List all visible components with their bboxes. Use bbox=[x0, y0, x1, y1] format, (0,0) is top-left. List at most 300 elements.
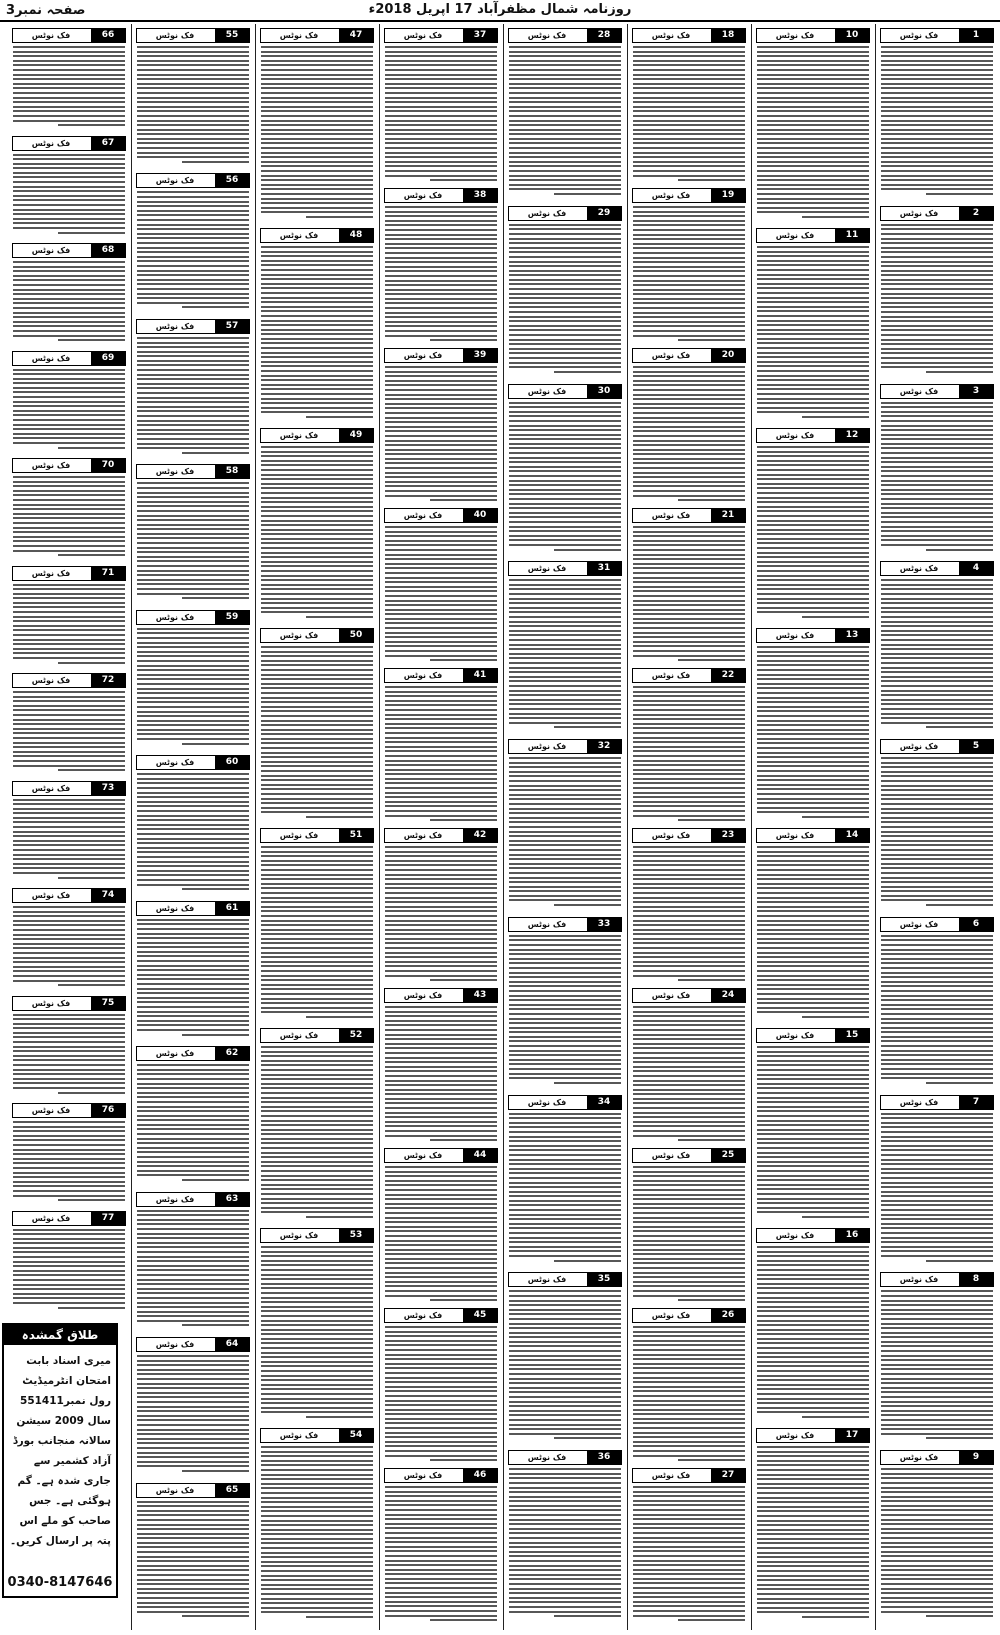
text-line bbox=[137, 279, 249, 281]
text-line bbox=[385, 1011, 497, 1013]
text-line bbox=[385, 947, 497, 949]
text-line bbox=[757, 1329, 869, 1331]
text-line bbox=[633, 238, 745, 240]
notice-text bbox=[137, 191, 249, 308]
text-line bbox=[633, 366, 745, 368]
text-line bbox=[137, 260, 249, 262]
notice-title: فک نوٹس bbox=[31, 31, 71, 40]
text-line bbox=[757, 1487, 869, 1489]
text-line bbox=[137, 733, 249, 735]
text-line bbox=[385, 421, 497, 423]
text-line bbox=[137, 1501, 249, 1503]
text-line bbox=[137, 74, 249, 76]
text-line bbox=[509, 1433, 621, 1435]
text-line bbox=[137, 738, 249, 740]
text-line bbox=[509, 685, 621, 687]
text-line bbox=[633, 270, 745, 272]
text-line bbox=[757, 492, 869, 494]
text-line bbox=[13, 401, 125, 403]
text-line bbox=[633, 851, 745, 853]
text-line bbox=[13, 867, 125, 869]
classified-notice bbox=[134, 1333, 252, 1478]
text-line bbox=[881, 46, 993, 48]
text-line bbox=[509, 667, 621, 669]
text-line bbox=[757, 1255, 869, 1257]
text-line bbox=[633, 165, 745, 167]
text-line bbox=[137, 438, 249, 440]
text-line bbox=[261, 593, 373, 595]
notice-title: فک نوٹس bbox=[527, 31, 567, 40]
text-line bbox=[757, 579, 869, 581]
text-line bbox=[137, 101, 249, 103]
text-line bbox=[137, 1519, 249, 1521]
text-line bbox=[633, 714, 745, 716]
text-line bbox=[261, 729, 373, 731]
text-line bbox=[757, 1083, 869, 1085]
text-line bbox=[137, 1442, 249, 1444]
text-line bbox=[261, 451, 373, 453]
text-line bbox=[881, 999, 993, 1001]
classified-notice bbox=[754, 624, 872, 824]
text-line bbox=[261, 1324, 373, 1326]
text-line bbox=[881, 972, 993, 974]
text-line bbox=[13, 120, 125, 122]
text-line bbox=[509, 120, 621, 122]
text-line bbox=[13, 115, 125, 117]
text-line bbox=[13, 915, 125, 917]
text-line bbox=[633, 412, 745, 414]
text-line bbox=[261, 878, 373, 880]
classified-notice bbox=[382, 344, 500, 504]
text-line bbox=[757, 915, 869, 917]
text-line bbox=[881, 854, 993, 856]
text-line bbox=[137, 1297, 249, 1299]
text-line bbox=[881, 1168, 993, 1170]
text-line bbox=[385, 887, 497, 889]
text-line bbox=[13, 279, 125, 281]
text-line bbox=[385, 577, 497, 579]
text-line bbox=[137, 1528, 249, 1530]
text-line bbox=[58, 984, 125, 986]
text-line bbox=[633, 1596, 745, 1598]
text-line bbox=[757, 1474, 869, 1476]
text-line bbox=[881, 886, 993, 888]
text-line bbox=[261, 1264, 373, 1266]
text-line bbox=[881, 1514, 993, 1516]
text-line bbox=[58, 769, 125, 771]
text-line bbox=[633, 572, 745, 574]
text-line bbox=[509, 1008, 621, 1010]
text-line bbox=[881, 1592, 993, 1594]
notice-header bbox=[12, 458, 126, 473]
text-line bbox=[13, 1242, 125, 1244]
text-line bbox=[633, 371, 745, 373]
text-line bbox=[678, 179, 745, 181]
text-line bbox=[509, 429, 621, 431]
text-line bbox=[13, 527, 125, 529]
text-line bbox=[757, 1069, 869, 1071]
text-line bbox=[385, 1514, 497, 1516]
text-line bbox=[261, 864, 373, 866]
text-line bbox=[261, 106, 373, 108]
notice-header bbox=[880, 1095, 994, 1110]
text-line bbox=[385, 142, 497, 144]
text-line bbox=[757, 1007, 869, 1009]
text-line bbox=[633, 69, 745, 71]
text-line bbox=[509, 179, 621, 181]
text-line bbox=[509, 817, 621, 819]
text-line bbox=[757, 1455, 869, 1457]
classified-notice bbox=[506, 735, 624, 913]
text-line bbox=[261, 947, 373, 949]
text-line bbox=[509, 1500, 621, 1502]
text-line bbox=[633, 526, 745, 528]
notice-text bbox=[385, 686, 497, 821]
text-line bbox=[509, 1209, 621, 1211]
text-line bbox=[509, 607, 621, 609]
text-line bbox=[509, 101, 621, 103]
text-line bbox=[633, 929, 745, 931]
text-line bbox=[757, 947, 869, 949]
text-line bbox=[13, 1265, 125, 1267]
notice-number: 60 bbox=[215, 756, 249, 769]
text-line bbox=[881, 92, 993, 94]
text-line bbox=[261, 1287, 373, 1289]
text-line bbox=[385, 1587, 497, 1589]
lost-notice-box bbox=[2, 1323, 118, 1598]
text-line bbox=[509, 147, 621, 149]
text-line bbox=[881, 156, 993, 158]
text-line bbox=[385, 1098, 497, 1100]
text-line bbox=[633, 64, 745, 66]
text-line bbox=[13, 1130, 125, 1132]
text-line bbox=[13, 943, 125, 945]
text-line bbox=[261, 692, 373, 694]
classified-notice bbox=[134, 897, 252, 1042]
text-line bbox=[13, 696, 125, 698]
text-line bbox=[509, 306, 621, 308]
text-line bbox=[13, 728, 125, 730]
text-line bbox=[881, 671, 993, 673]
text-line bbox=[137, 1288, 249, 1290]
text-line bbox=[633, 215, 745, 217]
text-line bbox=[137, 724, 249, 726]
notice-title: فک نوٹس bbox=[155, 1485, 195, 1495]
text-line bbox=[757, 92, 869, 94]
text-line bbox=[137, 60, 249, 62]
classified-notice bbox=[258, 224, 376, 424]
text-line bbox=[13, 522, 125, 524]
text-line bbox=[385, 1034, 497, 1036]
text-line bbox=[633, 261, 745, 263]
classified-column bbox=[630, 24, 748, 1630]
text-line bbox=[261, 179, 373, 181]
text-line bbox=[261, 892, 373, 894]
text-line bbox=[633, 535, 745, 537]
text-line bbox=[633, 590, 745, 592]
text-line bbox=[509, 1355, 621, 1357]
text-line bbox=[881, 1237, 993, 1239]
text-line bbox=[509, 1186, 621, 1188]
text-line bbox=[137, 1611, 249, 1613]
text-line bbox=[385, 495, 497, 497]
text-line bbox=[385, 97, 497, 99]
text-line bbox=[509, 1237, 621, 1239]
text-line bbox=[509, 507, 621, 509]
text-line bbox=[261, 324, 373, 326]
text-line bbox=[137, 801, 249, 803]
text-line bbox=[633, 1560, 745, 1562]
text-line bbox=[137, 387, 249, 389]
text-line bbox=[261, 193, 373, 195]
notice-number: 23 bbox=[711, 829, 745, 842]
text-line bbox=[757, 869, 869, 871]
notice-title: فک نوٹس bbox=[403, 31, 443, 40]
text-line bbox=[509, 498, 621, 500]
text-line bbox=[261, 906, 373, 908]
notice-number: 37 bbox=[463, 29, 497, 42]
text-line bbox=[757, 588, 869, 590]
text-line bbox=[13, 840, 125, 842]
classified-notice bbox=[10, 884, 128, 992]
text-line bbox=[633, 1107, 745, 1109]
text-line bbox=[757, 1106, 869, 1108]
text-line bbox=[137, 642, 249, 644]
text-line bbox=[633, 920, 745, 922]
text-line bbox=[385, 175, 497, 177]
text-line bbox=[13, 190, 125, 192]
text-line bbox=[137, 210, 249, 212]
text-line bbox=[757, 1552, 869, 1554]
classified-notice bbox=[258, 824, 376, 1024]
text-line bbox=[881, 261, 993, 263]
text-line bbox=[881, 877, 993, 879]
text-line bbox=[509, 867, 621, 869]
text-line bbox=[881, 826, 993, 828]
text-line bbox=[633, 316, 745, 318]
text-line bbox=[633, 1377, 745, 1379]
text-line bbox=[137, 1364, 249, 1366]
text-line bbox=[261, 60, 373, 62]
text-line bbox=[881, 1551, 993, 1553]
text-line bbox=[137, 884, 249, 886]
text-line bbox=[633, 1285, 745, 1287]
text-line bbox=[509, 584, 621, 586]
text-line bbox=[881, 1191, 993, 1193]
text-line bbox=[385, 1253, 497, 1255]
text-line bbox=[633, 211, 745, 213]
text-line bbox=[757, 1497, 869, 1499]
text-line bbox=[509, 886, 621, 888]
text-line bbox=[509, 325, 621, 327]
text-line bbox=[757, 733, 869, 735]
notice-title: فک نوٹس bbox=[899, 31, 939, 40]
text-line bbox=[261, 1342, 373, 1344]
notice-text bbox=[757, 1046, 869, 1218]
text-line bbox=[881, 1532, 993, 1534]
text-line bbox=[261, 1598, 373, 1600]
text-line bbox=[633, 97, 745, 99]
text-line bbox=[385, 69, 497, 71]
text-line bbox=[385, 1102, 497, 1104]
text-line bbox=[757, 464, 869, 466]
text-line bbox=[509, 1364, 621, 1366]
text-line bbox=[137, 115, 249, 117]
text-line bbox=[261, 398, 373, 400]
text-line bbox=[137, 960, 249, 962]
notice-number: 19 bbox=[711, 189, 745, 202]
text-line bbox=[757, 370, 869, 372]
notice-title: فک نوٹس bbox=[31, 568, 71, 578]
text-line bbox=[13, 64, 125, 66]
text-line bbox=[881, 1204, 993, 1206]
text-line bbox=[137, 951, 249, 953]
notice-header bbox=[632, 668, 746, 683]
notice-title: فک نوٹس bbox=[31, 353, 71, 363]
text-line bbox=[757, 988, 869, 990]
notice-header bbox=[136, 901, 250, 916]
text-line bbox=[137, 1537, 249, 1539]
text-line bbox=[509, 1059, 621, 1061]
text-line bbox=[13, 1149, 125, 1151]
text-line bbox=[261, 497, 373, 499]
text-line bbox=[13, 966, 125, 968]
text-line bbox=[633, 910, 745, 912]
text-line bbox=[633, 1404, 745, 1406]
text-line bbox=[385, 156, 497, 158]
text-line bbox=[881, 867, 993, 869]
classified-notice bbox=[382, 184, 500, 344]
text-line bbox=[137, 1406, 249, 1408]
text-line bbox=[509, 238, 621, 240]
text-line bbox=[385, 1043, 497, 1045]
classified-column bbox=[382, 24, 500, 1630]
text-line bbox=[137, 1514, 249, 1516]
text-line bbox=[509, 74, 621, 76]
text-line bbox=[509, 1117, 621, 1119]
text-line bbox=[757, 1388, 869, 1390]
notice-title: فک نوٹس bbox=[775, 231, 815, 240]
text-line bbox=[757, 1570, 869, 1572]
text-line bbox=[385, 1175, 497, 1177]
text-line bbox=[261, 1365, 373, 1367]
text-line bbox=[509, 1232, 621, 1234]
text-line bbox=[137, 796, 249, 798]
text-line bbox=[261, 1315, 373, 1317]
text-line bbox=[13, 261, 125, 263]
text-line bbox=[137, 1292, 249, 1294]
text-line bbox=[509, 452, 621, 454]
notice-number: 28 bbox=[587, 29, 621, 42]
notice-text bbox=[13, 261, 125, 341]
text-line bbox=[385, 1093, 497, 1095]
text-line bbox=[385, 120, 497, 122]
text-line bbox=[137, 147, 249, 149]
text-line bbox=[757, 993, 869, 995]
text-line bbox=[757, 729, 869, 731]
text-line bbox=[385, 1541, 497, 1543]
text-line bbox=[385, 645, 497, 647]
text-line bbox=[802, 616, 869, 618]
text-line bbox=[385, 1432, 497, 1434]
text-line bbox=[385, 869, 497, 871]
notice-header bbox=[384, 828, 498, 843]
notice-header bbox=[384, 188, 498, 203]
text-line bbox=[261, 1607, 373, 1609]
text-line bbox=[757, 255, 869, 257]
text-line bbox=[13, 87, 125, 89]
text-line bbox=[509, 1391, 621, 1393]
text-line bbox=[137, 78, 249, 80]
text-line bbox=[509, 544, 621, 546]
notice-title: فک نوٹس bbox=[31, 1106, 71, 1115]
text-line bbox=[385, 1230, 497, 1232]
text-line bbox=[261, 110, 373, 112]
text-line bbox=[137, 106, 249, 108]
text-line bbox=[58, 877, 125, 879]
text-line bbox=[509, 106, 621, 108]
text-line bbox=[633, 1295, 745, 1297]
text-line bbox=[509, 78, 621, 80]
text-line bbox=[261, 375, 373, 377]
text-line bbox=[757, 301, 869, 303]
text-line bbox=[509, 890, 621, 892]
notice-text bbox=[13, 584, 125, 664]
text-line bbox=[385, 412, 497, 414]
text-line bbox=[261, 1398, 373, 1400]
text-line bbox=[509, 129, 621, 131]
text-line bbox=[261, 264, 373, 266]
notice-header bbox=[260, 428, 374, 443]
text-line bbox=[509, 402, 621, 404]
text-line bbox=[13, 536, 125, 538]
text-line bbox=[13, 924, 125, 926]
text-line bbox=[509, 1368, 621, 1370]
text-line bbox=[757, 1506, 869, 1508]
text-line bbox=[633, 156, 745, 158]
text-line bbox=[261, 188, 373, 190]
classified-column bbox=[754, 24, 872, 1630]
text-line bbox=[633, 1235, 745, 1237]
text-line bbox=[385, 878, 497, 880]
text-line bbox=[757, 742, 869, 744]
text-line bbox=[385, 375, 497, 377]
text-line bbox=[509, 849, 621, 851]
text-line bbox=[881, 1149, 993, 1151]
notice-title: فک نوٹس bbox=[31, 891, 71, 900]
text-line bbox=[13, 442, 125, 444]
classified-notice bbox=[134, 1479, 252, 1624]
masthead bbox=[0, 0, 1000, 22]
text-line bbox=[881, 228, 993, 230]
text-line bbox=[261, 738, 373, 740]
text-line bbox=[261, 938, 373, 940]
text-line bbox=[757, 69, 869, 71]
text-line bbox=[757, 687, 869, 689]
notice-header bbox=[12, 996, 126, 1011]
text-line bbox=[633, 1527, 745, 1529]
notice-number: 4 bbox=[959, 562, 993, 575]
text-line bbox=[509, 881, 621, 883]
text-line bbox=[509, 1250, 621, 1252]
text-line bbox=[385, 1189, 497, 1191]
text-line bbox=[261, 1446, 373, 1448]
text-line bbox=[137, 969, 249, 971]
text-line bbox=[881, 1473, 993, 1475]
text-line bbox=[261, 87, 373, 89]
text-line bbox=[881, 1227, 993, 1229]
classified-notice bbox=[134, 751, 252, 896]
